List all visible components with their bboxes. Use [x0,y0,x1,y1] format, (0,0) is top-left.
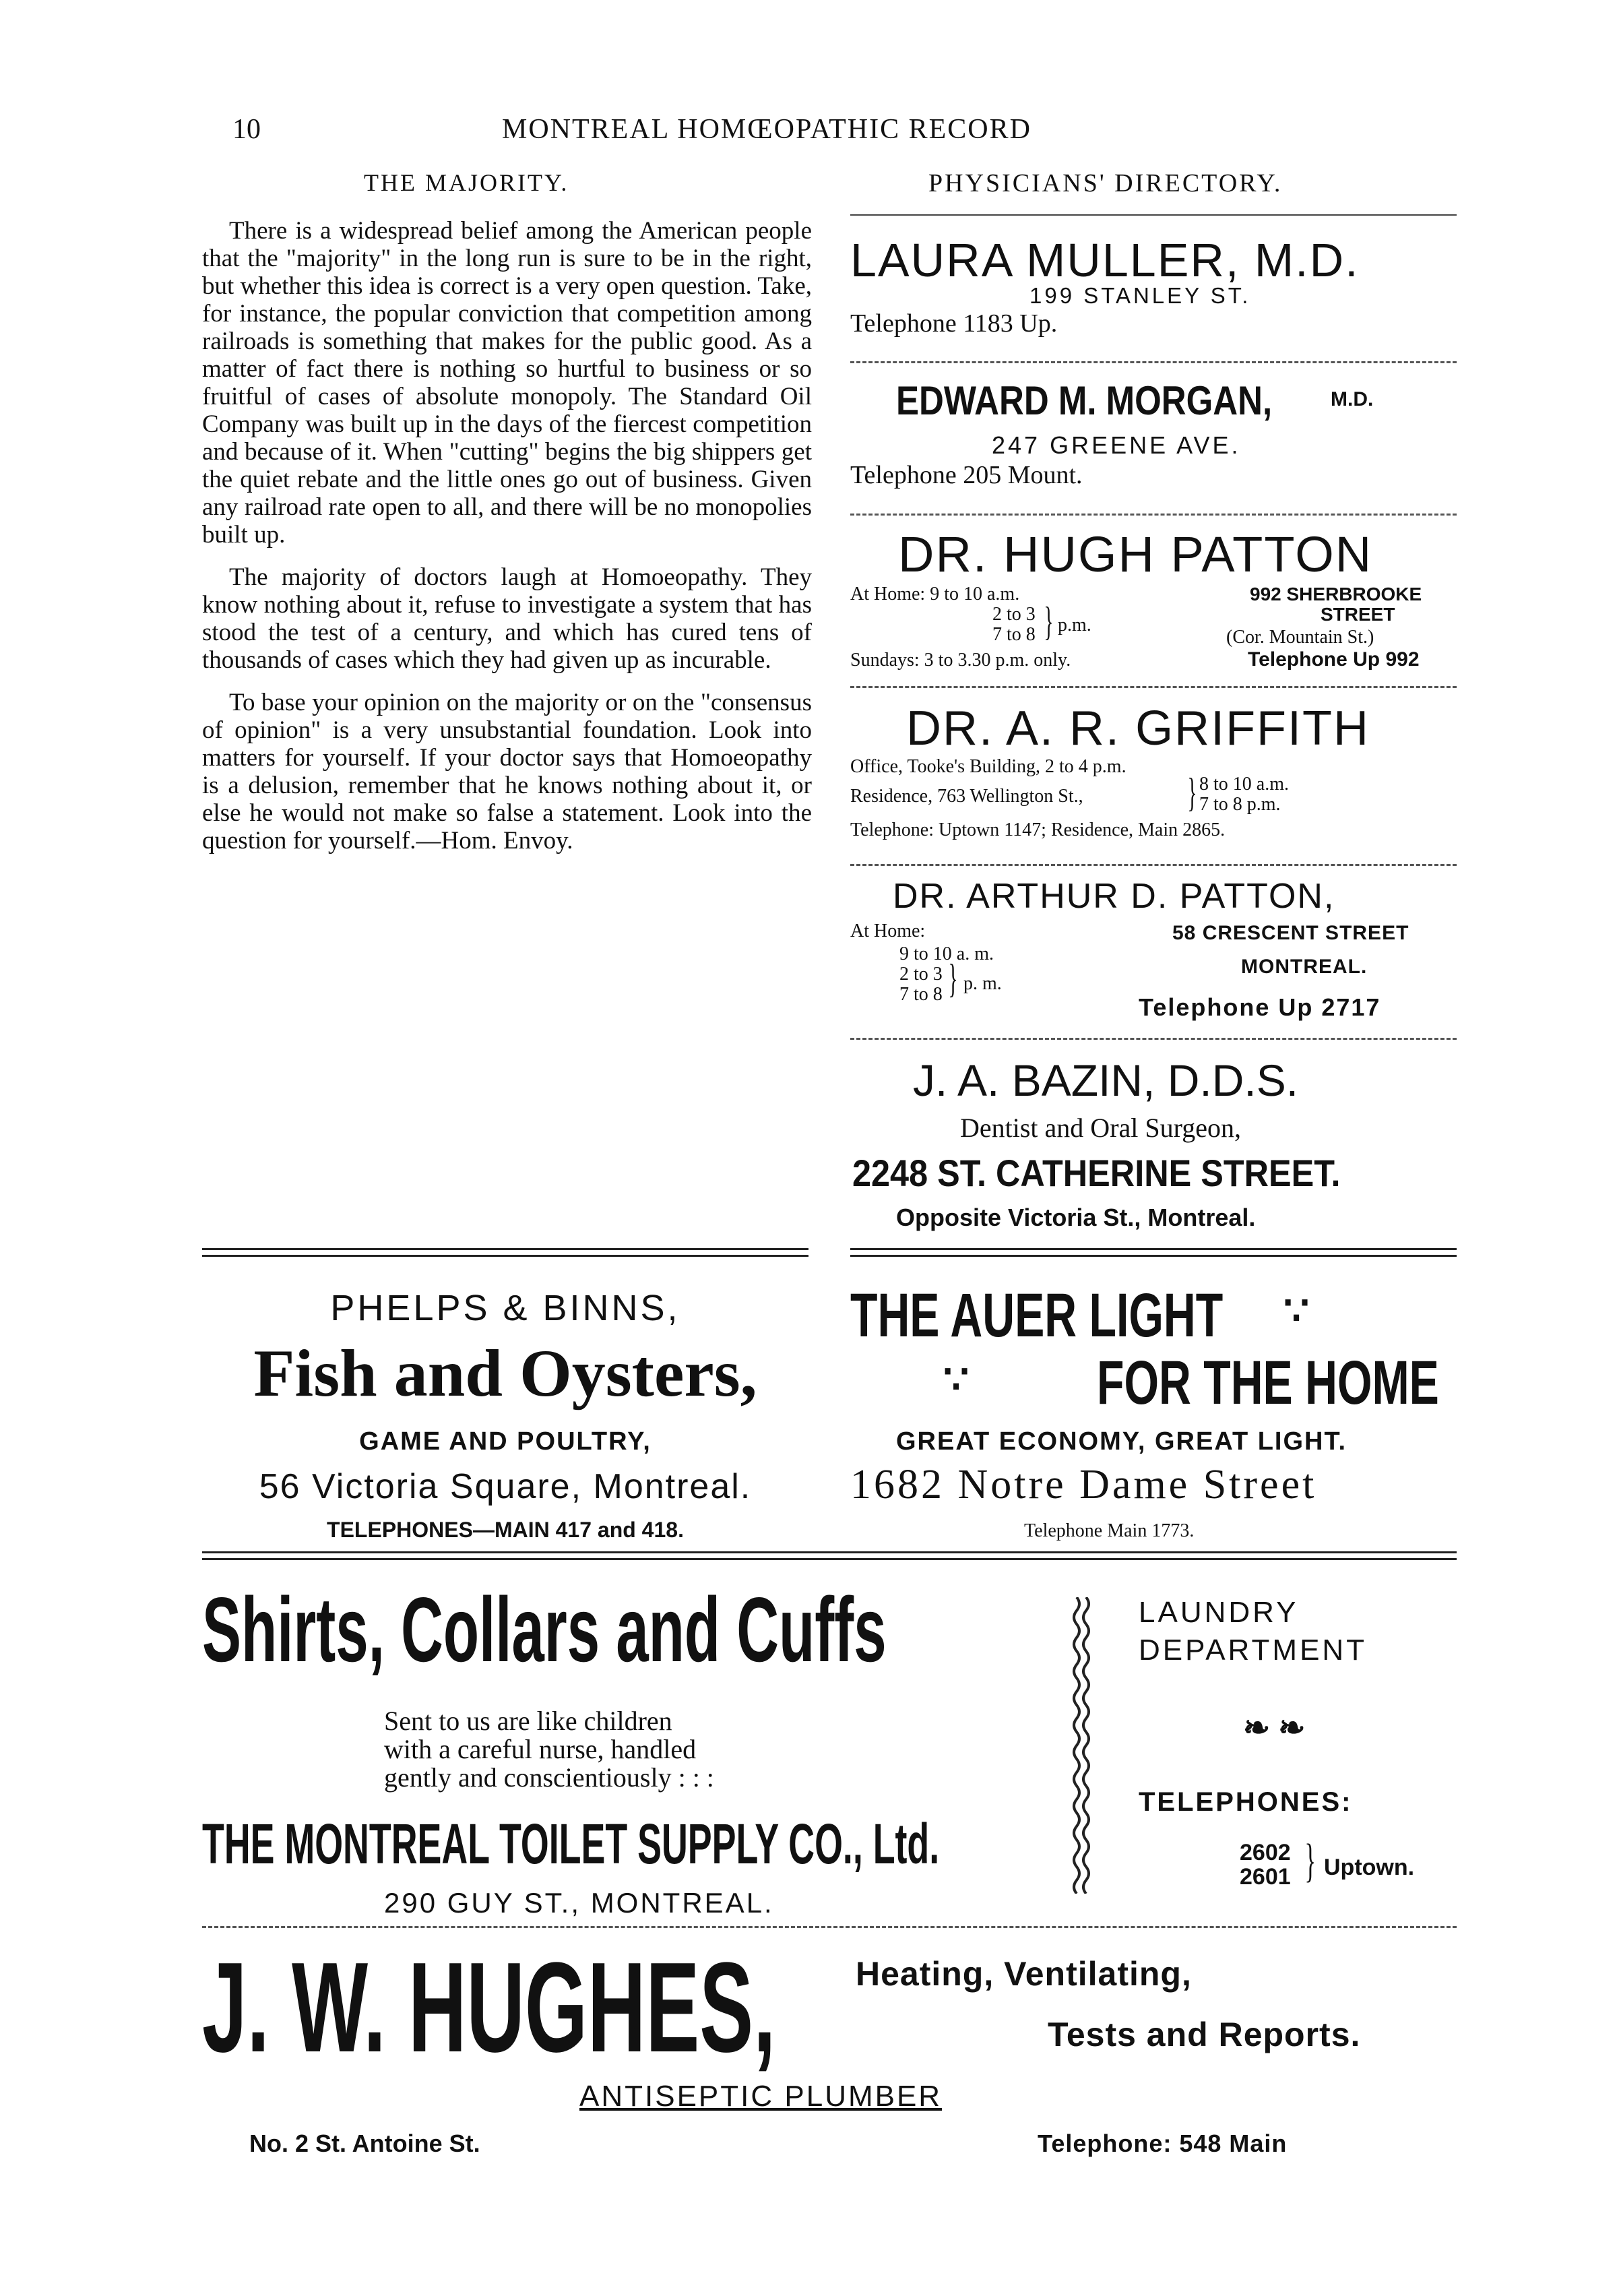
divider [850,686,1457,688]
office-hours: 2 to 3 [899,964,943,985]
article-title: THE MAJORITY. [364,169,569,196]
ad-company: THE MONTREAL TOILET SUPPLY CO., Ltd. [202,1812,940,1875]
physician-telephone: Telephone Up 2717 [1139,993,1381,1021]
brace-icon: } [948,956,958,1001]
divider [202,1558,1457,1560]
ad-services: Heating, Ventilating, [856,1955,1192,1993]
ad-telephone: Telephone: 548 Main [1038,2130,1288,2157]
divider [850,864,1457,866]
physician-address: STREET [1321,604,1395,625]
ad-headline: Shirts, Collars and Cuffs [202,1578,887,1681]
ad-body: Sent to us are like children [384,1706,672,1736]
ornament-icon: ∵ [1283,1288,1310,1333]
divider [850,1248,1457,1250]
office-hours: 7 to 8 p.m. [1199,794,1281,815]
divider [850,1038,1457,1040]
physician-title: Dentist and Oral Surgeon, [960,1113,1241,1143]
physician-address: MONTREAL. [1241,956,1368,978]
divider [850,214,1457,216]
divider [850,514,1457,516]
physician-name: DR. HUGH PATTON [898,526,1373,582]
ad-telephone: Telephone Main 1773. [1024,1520,1195,1541]
office-hours: p.m. [1058,615,1091,635]
article-paragraph: To base your opinion on the majority or on the "consensus of opinion" is a very unsubstantial foundation. Look into matters for yourself. If your doctor says that Homoeopathy is a delusion, remember that he knows nothing about it, or else he would not make so false a statement. Look into the question for yourself.—Hom. Envoy. [202,689,812,855]
article-body [202,217,812,869]
ad-body: with a careful nurse, handled [384,1734,697,1764]
divider [202,1926,1457,1928]
physician-name: EDWARD M. MORGAN, [896,378,1273,423]
ad-headline: Fish and Oysters, [253,1336,757,1410]
ad-headline: THE AUER LIGHT [850,1281,1224,1350]
office-hours: 9 to 10 a. m. [899,943,994,964]
physician-telephone: Telephone: Uptown 1147; Residence, Main 2865. [850,819,1226,840]
brace-icon: } [1187,770,1197,815]
physician-address: Opposite Victoria St., Montreal. [896,1204,1256,1231]
ad-address: 56 Victoria Square, Montreal. [259,1467,752,1506]
phone-exchange: Uptown. [1324,1855,1415,1880]
article-paragraph: There is a widespread belief among the American people that the "majority" in the long run is sure to be in the right, but whether this idea is correct is a very open question. Take, for instance, the popular conviction that competition among railroads is something that makes for the public good. As a matter of fact there is nothing so hurtful to business or so fruitful of cases of absolute monopoly. The Standard Oil Company was built up in the days of the fiercest competition and because of it. When "cutting" begins the big shippers get the quiet rebate and the little ones go out of business. Given any railroad rate open to all, and there will be no monopolies built up. [202,217,812,549]
divider [202,1551,1457,1553]
directory-title: PHYSICIANS' DIRECTORY. [928,169,1283,197]
ad-subline: GREAT ECONOMY, GREAT LIGHT. [896,1427,1347,1456]
phone-number: 2601 [1240,1864,1291,1890]
ad-firm-name: PHELPS & BINNS, [330,1288,680,1328]
ad-services: Tests and Reports. [1048,2016,1361,2053]
ad-telephone: TELEPHONES—MAIN 417 and 418. [327,1518,684,1542]
physician-residence: Residence, 763 Wellington St., [850,786,1083,807]
ad-body: gently and conscientiously : : : [384,1762,714,1793]
physician-office: Office, Tooke's Building, 2 to 4 p.m. [850,756,1126,777]
physician-name: DR. ARTHUR D. PATTON, [893,877,1335,916]
office-hours: 7 to 8 [992,624,1036,645]
physician-telephone: Telephone 1183 Up. [850,309,1058,338]
divider [202,1255,808,1257]
decorative-rule [1070,1597,1097,1894]
article-paragraph: The majority of doctors laugh at Homoeopathy. They know nothing about it, refuse to investigate a system that has stood the test of a century, and which has cured tens of thousands of cases which they had given up as incurable. [202,563,812,674]
physician-telephone: Telephone 205 Mount. [850,461,1083,489]
physician-address: 2248 ST. CATHERINE STREET. [852,1152,1341,1194]
ornament-icon: ❧ ❧ [1243,1710,1306,1746]
office-hours: 2 to 3 [992,604,1036,625]
telephones-label: TELEPHONES: [1139,1787,1353,1817]
running-title: MONTREAL HOMŒOPATHIC RECORD [502,114,1031,145]
physician-address: 58 CRESCENT STREET [1172,922,1409,944]
brace-icon: } [1044,599,1054,644]
office-hours: At Home: [850,921,926,941]
office-hours: 8 to 10 a.m. [1199,774,1289,795]
office-hours: Sundays: 3 to 3.30 p.m. only. [850,650,1071,671]
office-hours: 7 to 8 [899,984,943,1005]
divider [850,361,1457,363]
ad-subline: GAME AND POULTRY, [359,1427,652,1456]
brace-icon: } [1304,1835,1316,1887]
laundry-label: LAUNDRY [1139,1596,1299,1629]
physician-address: (Cor. Mountain St.) [1226,627,1374,648]
ad-headline: FOR THE HOME [1097,1348,1439,1417]
physician-address: 199 STANLEY ST. [1029,283,1251,308]
physician-name: LAURA MULLER, M.D. [850,234,1360,286]
office-hours: At Home: 9 to 10 a.m. [850,584,1020,604]
physician-name: J. A. BAZIN, D.D.S. [913,1055,1299,1105]
phone-number: 2602 [1240,1840,1291,1865]
physician-telephone: Telephone Up 992 [1248,648,1420,671]
ad-trade: ANTISEPTIC PLUMBER [579,2080,943,2113]
physician-name: DR. A. R. GRIFFITH [906,702,1370,755]
physician-address: 992 SHERBROOKE [1250,584,1422,604]
physician-address: 247 GREENE AVE. [992,431,1241,459]
ad-address: No. 2 St. Antoine St. [249,2130,480,2157]
ad-address: 1682 Notre Dame Street [850,1462,1317,1508]
physician-degree: M.D. [1331,388,1374,410]
page-number: 10 [232,114,261,145]
laundry-label: DEPARTMENT [1139,1634,1368,1667]
office-hours: p. m. [963,973,1002,994]
divider [202,1248,808,1250]
ad-headline: J. W. HUGHES, [202,1936,776,2079]
ornament-icon: ∵ [943,1357,970,1402]
divider [850,1255,1457,1257]
ad-address: 290 GUY ST., MONTREAL. [384,1887,774,1919]
